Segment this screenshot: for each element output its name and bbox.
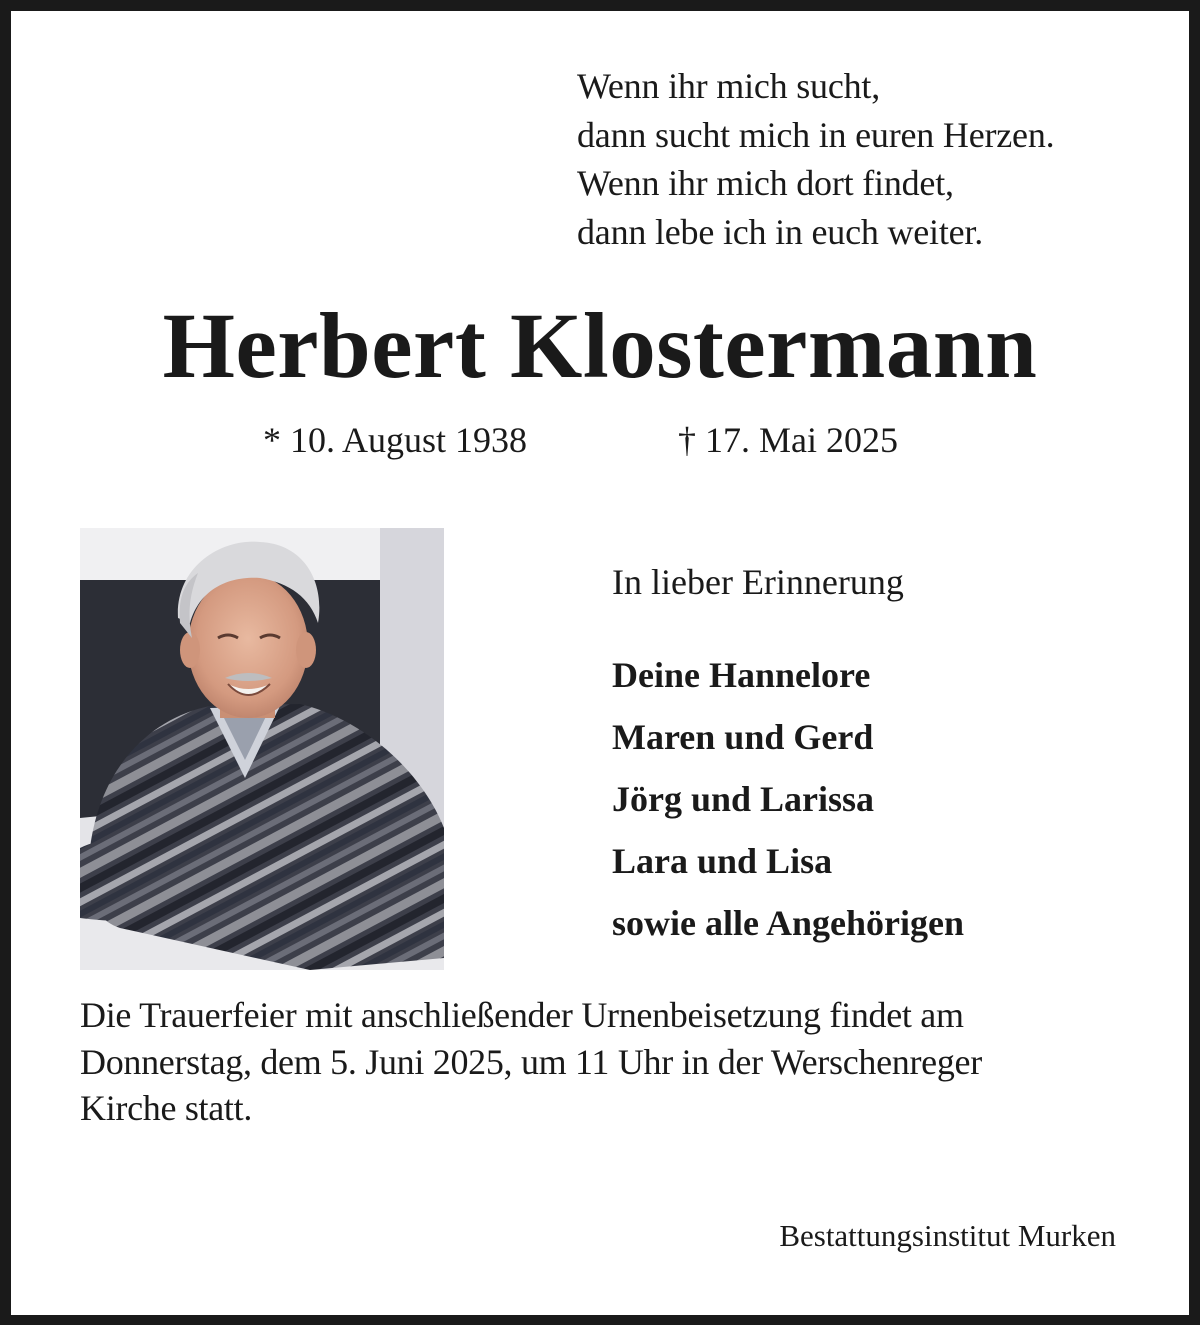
mourner-name: Lara und Lisa: [612, 841, 833, 881]
birth-date: * 10. August 1938: [263, 420, 528, 460]
portrait-photo: [80, 528, 444, 970]
memory-intro: In lieber Erinnerung: [612, 562, 904, 602]
mourner-name: Jörg und Larissa: [612, 779, 875, 819]
poem: [577, 62, 1054, 256]
mourner-name: Maren und Gerd: [612, 717, 874, 757]
deceased-name: Herbert Klostermann: [162, 295, 1038, 398]
service-line: Die Trauerfeier mit anschließender Urnenbeisetzung findet am: [80, 995, 964, 1035]
poem-line: dann sucht mich in euren Herzen.: [577, 114, 1055, 155]
undertaker-name: Bestattungsinstitut Murken: [779, 1218, 1116, 1253]
mourner-name: Deine Hannelore: [612, 655, 871, 695]
death-date: † 17. Mai 2025: [678, 420, 898, 460]
service-notice: [80, 992, 1125, 1132]
mourner-name: sowie alle Angehörigen: [612, 903, 964, 943]
service-line: Kirche statt.: [80, 1088, 253, 1128]
poem-line: Wenn ihr mich sucht,: [577, 66, 881, 106]
poem-line: Wenn ihr mich dort findet,: [577, 163, 954, 203]
poem-line: dann lebe ich in euch weiter.: [577, 211, 984, 252]
portrait-photo-illustration: [80, 528, 444, 970]
mourners-list: [612, 644, 964, 954]
service-line: Donnerstag, dem 5. Juni 2025, um 11 Uhr in der Werschenreger: [80, 1041, 982, 1082]
